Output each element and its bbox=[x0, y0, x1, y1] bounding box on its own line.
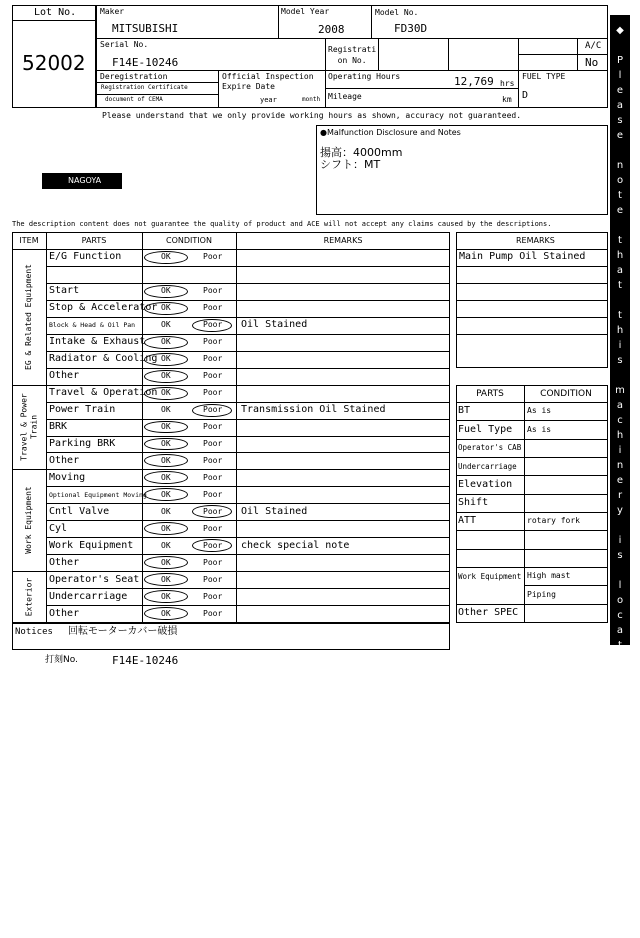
condition-poor[interactable]: Poor bbox=[203, 506, 223, 516]
spec-part: Undercarriage bbox=[458, 461, 517, 471]
spec-condition: High mast bbox=[527, 571, 571, 581]
condition-ok[interactable]: OK bbox=[161, 438, 171, 448]
condition-ok[interactable]: OK bbox=[161, 540, 171, 550]
condition-ok[interactable]: OK bbox=[161, 371, 171, 381]
condition-poor[interactable]: Poor bbox=[203, 303, 223, 313]
ok-selected-oval bbox=[144, 387, 188, 400]
condition-poor[interactable]: Poor bbox=[203, 472, 223, 482]
operating-hours-value: 12,769 bbox=[454, 75, 494, 88]
poor-selected-oval bbox=[192, 319, 232, 332]
ok-selected-oval bbox=[144, 590, 188, 603]
serial-value: F14E-10246 bbox=[112, 56, 179, 69]
notices-label: Notices bbox=[15, 627, 53, 637]
condition-poor[interactable]: Poor bbox=[203, 438, 223, 448]
part-label: Stop & Accelerator bbox=[49, 302, 158, 314]
spec-part: ATT bbox=[458, 515, 477, 527]
condition-poor[interactable]: Poor bbox=[203, 608, 223, 618]
part-label: Other bbox=[49, 556, 80, 568]
ok-selected-oval bbox=[144, 353, 188, 366]
part-label: Undercarriage bbox=[49, 590, 128, 602]
registration-label: Registrati on No. bbox=[328, 45, 377, 65]
deregistration-label: Deregistration bbox=[100, 72, 168, 81]
lot-label: Lot No. bbox=[34, 7, 77, 18]
hours-notice: Please understand that we only provide working hours as shown, accuracy not guaranteed. bbox=[102, 111, 522, 120]
condition-ok[interactable]: OK bbox=[161, 286, 171, 296]
condition-ok[interactable]: OK bbox=[161, 455, 171, 465]
right-remarks-header: REMARKS bbox=[516, 236, 555, 245]
model-no-value: FD30D bbox=[394, 22, 428, 35]
spec-condition: Piping bbox=[527, 589, 556, 599]
ok-selected-oval bbox=[144, 336, 188, 349]
spec-parts-header: PARTS bbox=[476, 389, 504, 399]
ok-selected-oval bbox=[144, 370, 188, 383]
condition-ok[interactable]: OK bbox=[161, 489, 171, 499]
km-unit: km bbox=[502, 95, 512, 104]
condition-ok[interactable]: OK bbox=[161, 557, 171, 567]
sidebar-text: ◆ P l e a s e n o t e t h a t t h i s m a c h i n e r y i s l o c a t e d i n N a g o y a Y a r d ◆ bbox=[615, 25, 625, 936]
condition-poor[interactable]: Poor bbox=[203, 574, 223, 584]
condition-ok[interactable]: OK bbox=[161, 303, 171, 313]
condition-poor[interactable]: Poor bbox=[203, 337, 223, 347]
remark-text: Transmission Oil Stained bbox=[241, 404, 386, 416]
parts-column-header: PARTS bbox=[81, 236, 107, 245]
part-label: Cyl bbox=[49, 522, 68, 534]
ok-selected-oval bbox=[144, 302, 188, 315]
condition-poor[interactable]: Poor bbox=[203, 540, 223, 550]
model-year-value: 2008 bbox=[318, 23, 345, 36]
part-label: Radiator & Cooling bbox=[49, 353, 158, 365]
disclaimer: The description content does not guarantee the quality of product and ACE will not accept any claims caused by the descriptions. bbox=[12, 220, 552, 228]
condition-ok[interactable]: OK bbox=[161, 608, 171, 618]
maker-value: MITSUBISHI bbox=[112, 22, 179, 35]
condition-ok[interactable]: OK bbox=[161, 523, 171, 533]
model-no-label: Model No. bbox=[375, 8, 419, 17]
hrs-unit: hrs bbox=[500, 79, 515, 88]
spec-part: Elevation bbox=[458, 478, 513, 490]
spec-part: Fuel Type bbox=[458, 423, 513, 435]
notices-value: 回転モーターカバー破損 bbox=[68, 626, 178, 637]
spec-condition-header: CONDITION bbox=[540, 389, 592, 399]
malfunction-line-2: シフト：MT bbox=[320, 158, 381, 171]
operating-hours-label: Operating Hours bbox=[328, 72, 401, 81]
part-label: Moving bbox=[49, 471, 86, 483]
condition-ok[interactable]: OK bbox=[161, 388, 171, 398]
condition-ok[interactable]: OK bbox=[161, 337, 171, 347]
part-label: Block & Head & Oil Pan bbox=[49, 321, 136, 330]
condition-poor[interactable]: Poor bbox=[203, 388, 223, 398]
group-label-3: Exterior bbox=[23, 577, 33, 616]
remarks-column-header: REMARKS bbox=[323, 236, 363, 245]
maker-label: Maker bbox=[100, 7, 125, 16]
condition-ok[interactable]: OK bbox=[161, 422, 171, 432]
group-label-0: EG & Related Equipment bbox=[24, 263, 33, 370]
part-label: E/G Function bbox=[49, 251, 122, 263]
model-year-label: Model Year bbox=[281, 7, 330, 16]
remark-text: Oil Stained bbox=[241, 505, 308, 517]
spec-condition: rotary fork bbox=[527, 516, 580, 526]
part-label: Intake & Exhaust bbox=[49, 336, 146, 348]
fuel-type-label: FUEL TYPE bbox=[522, 72, 566, 81]
part-label: Power Train bbox=[49, 404, 116, 416]
condition-ok[interactable]: OK bbox=[161, 252, 171, 262]
part-label: Travel & Operation bbox=[49, 387, 158, 399]
mileage-label: Mileage bbox=[328, 92, 362, 101]
official-inspection-label: Official Inspection Expire Date bbox=[222, 72, 314, 91]
part-label: Other bbox=[49, 454, 80, 466]
item-column-header: ITEM bbox=[19, 236, 39, 245]
spec-part: BT bbox=[458, 405, 471, 417]
condition-poor[interactable]: Poor bbox=[203, 422, 223, 432]
condition-ok[interactable]: OK bbox=[161, 591, 171, 601]
stamp-label: 打刻No. bbox=[45, 655, 78, 665]
part-label: BRK bbox=[49, 421, 68, 433]
remark-text: Oil Stained bbox=[241, 319, 308, 331]
ok-selected-oval bbox=[144, 251, 188, 264]
condition-poor[interactable]: Poor bbox=[203, 252, 223, 262]
stamp-value: F14E-10246 bbox=[112, 654, 179, 667]
condition-poor[interactable]: Poor bbox=[203, 354, 223, 364]
condition-ok[interactable]: OK bbox=[161, 354, 171, 364]
location-badge bbox=[42, 173, 122, 189]
right-remarks-line-1: Main Pump Oil Stained bbox=[459, 251, 586, 262]
part-label: Parking BRK bbox=[49, 437, 116, 449]
ac-label: A/C bbox=[585, 41, 602, 51]
fuel-type-value: D bbox=[522, 90, 529, 101]
group-label-1: Travel & Power Train bbox=[19, 393, 39, 461]
part-label: Other bbox=[49, 607, 80, 619]
part-label: Optional Equipment Moving bbox=[49, 490, 147, 499]
registration-certificate-label: Registration Certificate bbox=[101, 84, 188, 91]
condition-poor[interactable]: Poor bbox=[203, 286, 223, 296]
part-label: Operator's Seat bbox=[49, 573, 140, 585]
spec-part: Operator's CAB bbox=[458, 443, 522, 453]
remark-text: check special note bbox=[241, 539, 350, 551]
condition-poor[interactable]: Poor bbox=[203, 523, 223, 533]
condition-poor[interactable]: Poor bbox=[203, 557, 223, 567]
spec-part: Work Equipment bbox=[458, 571, 522, 581]
group-label-2: Work Equipment bbox=[24, 486, 33, 554]
ok-selected-oval bbox=[144, 573, 188, 586]
ac-value: No bbox=[585, 56, 599, 69]
spec-condition: As is bbox=[527, 424, 552, 434]
serial-label: Serial No. bbox=[100, 40, 149, 49]
location-badge-text: NAGOYA bbox=[68, 176, 102, 185]
spec-part: Other SPEC bbox=[458, 606, 519, 618]
condition-ok[interactable]: OK bbox=[161, 405, 171, 415]
part-label: Other bbox=[49, 370, 80, 382]
cema-label: document of CEMA bbox=[105, 96, 163, 103]
malfunction-line-1: 揚高：4000mm bbox=[320, 146, 403, 159]
spec-part: Shift bbox=[458, 496, 489, 508]
condition-ok[interactable]: OK bbox=[161, 472, 171, 482]
year-label: year bbox=[260, 96, 277, 104]
part-label: Cntl Valve bbox=[49, 505, 110, 517]
spec-condition: As is bbox=[527, 406, 552, 416]
condition-poor[interactable]: Poor bbox=[203, 371, 223, 381]
lot-number: 52002 bbox=[22, 51, 86, 75]
condition-column-header: CONDITION bbox=[166, 236, 212, 245]
part-label: Start bbox=[49, 285, 80, 297]
condition-ok[interactable]: OK bbox=[161, 506, 171, 516]
condition-ok[interactable]: OK bbox=[161, 574, 171, 584]
condition-poor[interactable]: Poor bbox=[203, 320, 223, 330]
malfunction-title: ●Malfunction Disclosure and Notes bbox=[320, 128, 461, 137]
condition-poor[interactable]: Poor bbox=[203, 405, 223, 415]
ok-selected-oval bbox=[144, 285, 188, 298]
condition-poor[interactable]: Poor bbox=[203, 489, 223, 499]
poor-selected-oval bbox=[192, 404, 232, 417]
condition-poor[interactable]: Poor bbox=[203, 591, 223, 601]
condition-ok[interactable]: OK bbox=[161, 320, 171, 330]
part-label: Work Equipment bbox=[49, 539, 134, 551]
ok-selected-oval bbox=[144, 607, 188, 620]
location-sidebar bbox=[610, 15, 630, 936]
month-label: month bbox=[302, 96, 321, 103]
condition-poor[interactable]: Poor bbox=[203, 455, 223, 465]
